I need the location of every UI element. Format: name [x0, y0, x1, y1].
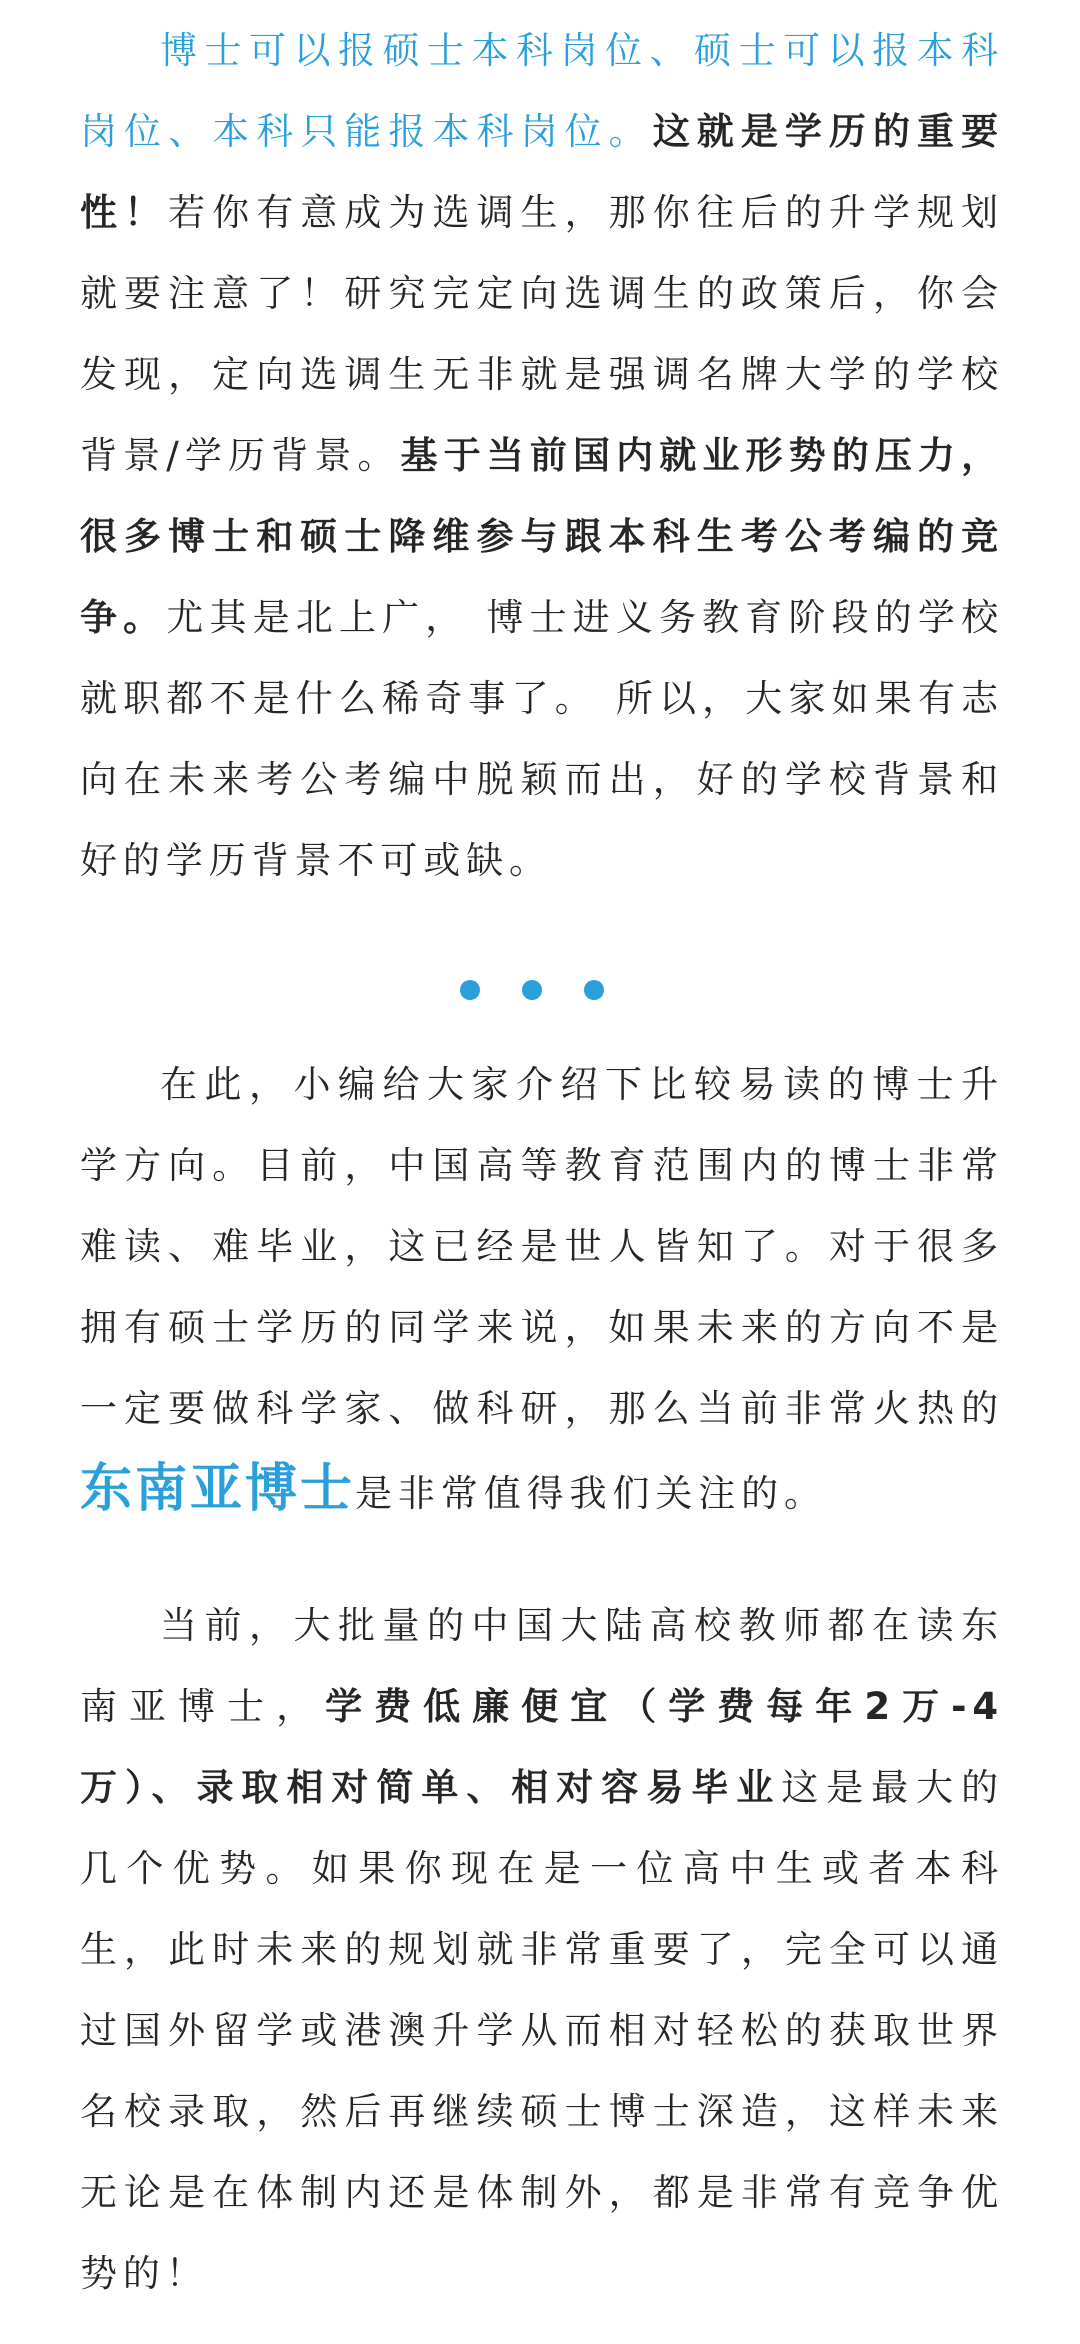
body-text: 这是最大的几个优势。如果你现在是一位高中生或者本科生，此时未来的规划就非常重要了，完全可以通过国外留学或港澳升学从而相对轻松的获取世界名校录取，然后再继续硕士博士深造，这样未来无论是在体制内还是体制外，都是非常有竞争优势的！: [80, 1766, 1005, 2295]
paragraph-2: [80, 1044, 1004, 1534]
highlight-large-text: 东南亚博士: [80, 1459, 356, 1519]
bold-text: 学费低廉便宜（学费每年2万-4万）、录取相对简单、相对容易毕业: [80, 1685, 1005, 1809]
body-text: 是非常值得我们关注的。: [355, 1472, 827, 1515]
paragraph-3: [80, 1585, 1004, 2314]
body-text: 若你有意成为选调生，那你往后的升学规划就要注意了！研究完定向选调生的政策后，你会发现，定向选调生无非就是强调名牌大学的学校背景/学历背景。: [80, 191, 1004, 477]
paragraph-1: [80, 10, 1004, 901]
body-text: 尤其是北上广， 博士进义务教育阶段的学校就职都不是什么稀奇事了。 所以，大家如果有志向在未来考公考编中脱颖而出，好的学校背景和好的学历背景不可或缺。: [80, 596, 1004, 882]
divider-dot-icon: [522, 980, 542, 1000]
body-text: 在此，小编给大家介绍下比较易读的博士升学方向。目前，中国高等教育范围内的博士非常难读、难毕业，这已经是世人皆知了。对于很多拥有硕士学历的同学来说，如果未来的方向不是一定要做科学家、做科研，那么当前非常火热的: [80, 1063, 1004, 1430]
divider-dot-icon: [584, 980, 604, 1000]
body-text: 当前，大批量的中国大陆高校教师都在读东南亚博士，: [80, 1604, 1004, 1728]
highlight-blue-text: 博士可以报硕士本科岗位、硕士可以报本科岗位、本科只能报本科岗位。: [80, 29, 1004, 153]
bold-text: 基于当前国内就业形势的压力，很多博士和硕士降维参与跟本科生考公考编的竞争。: [80, 434, 1004, 639]
section-divider: [460, 980, 620, 1004]
divider-dot-icon: [460, 980, 480, 1000]
bold-text: 这就是学历的重要性！: [80, 110, 1005, 234]
